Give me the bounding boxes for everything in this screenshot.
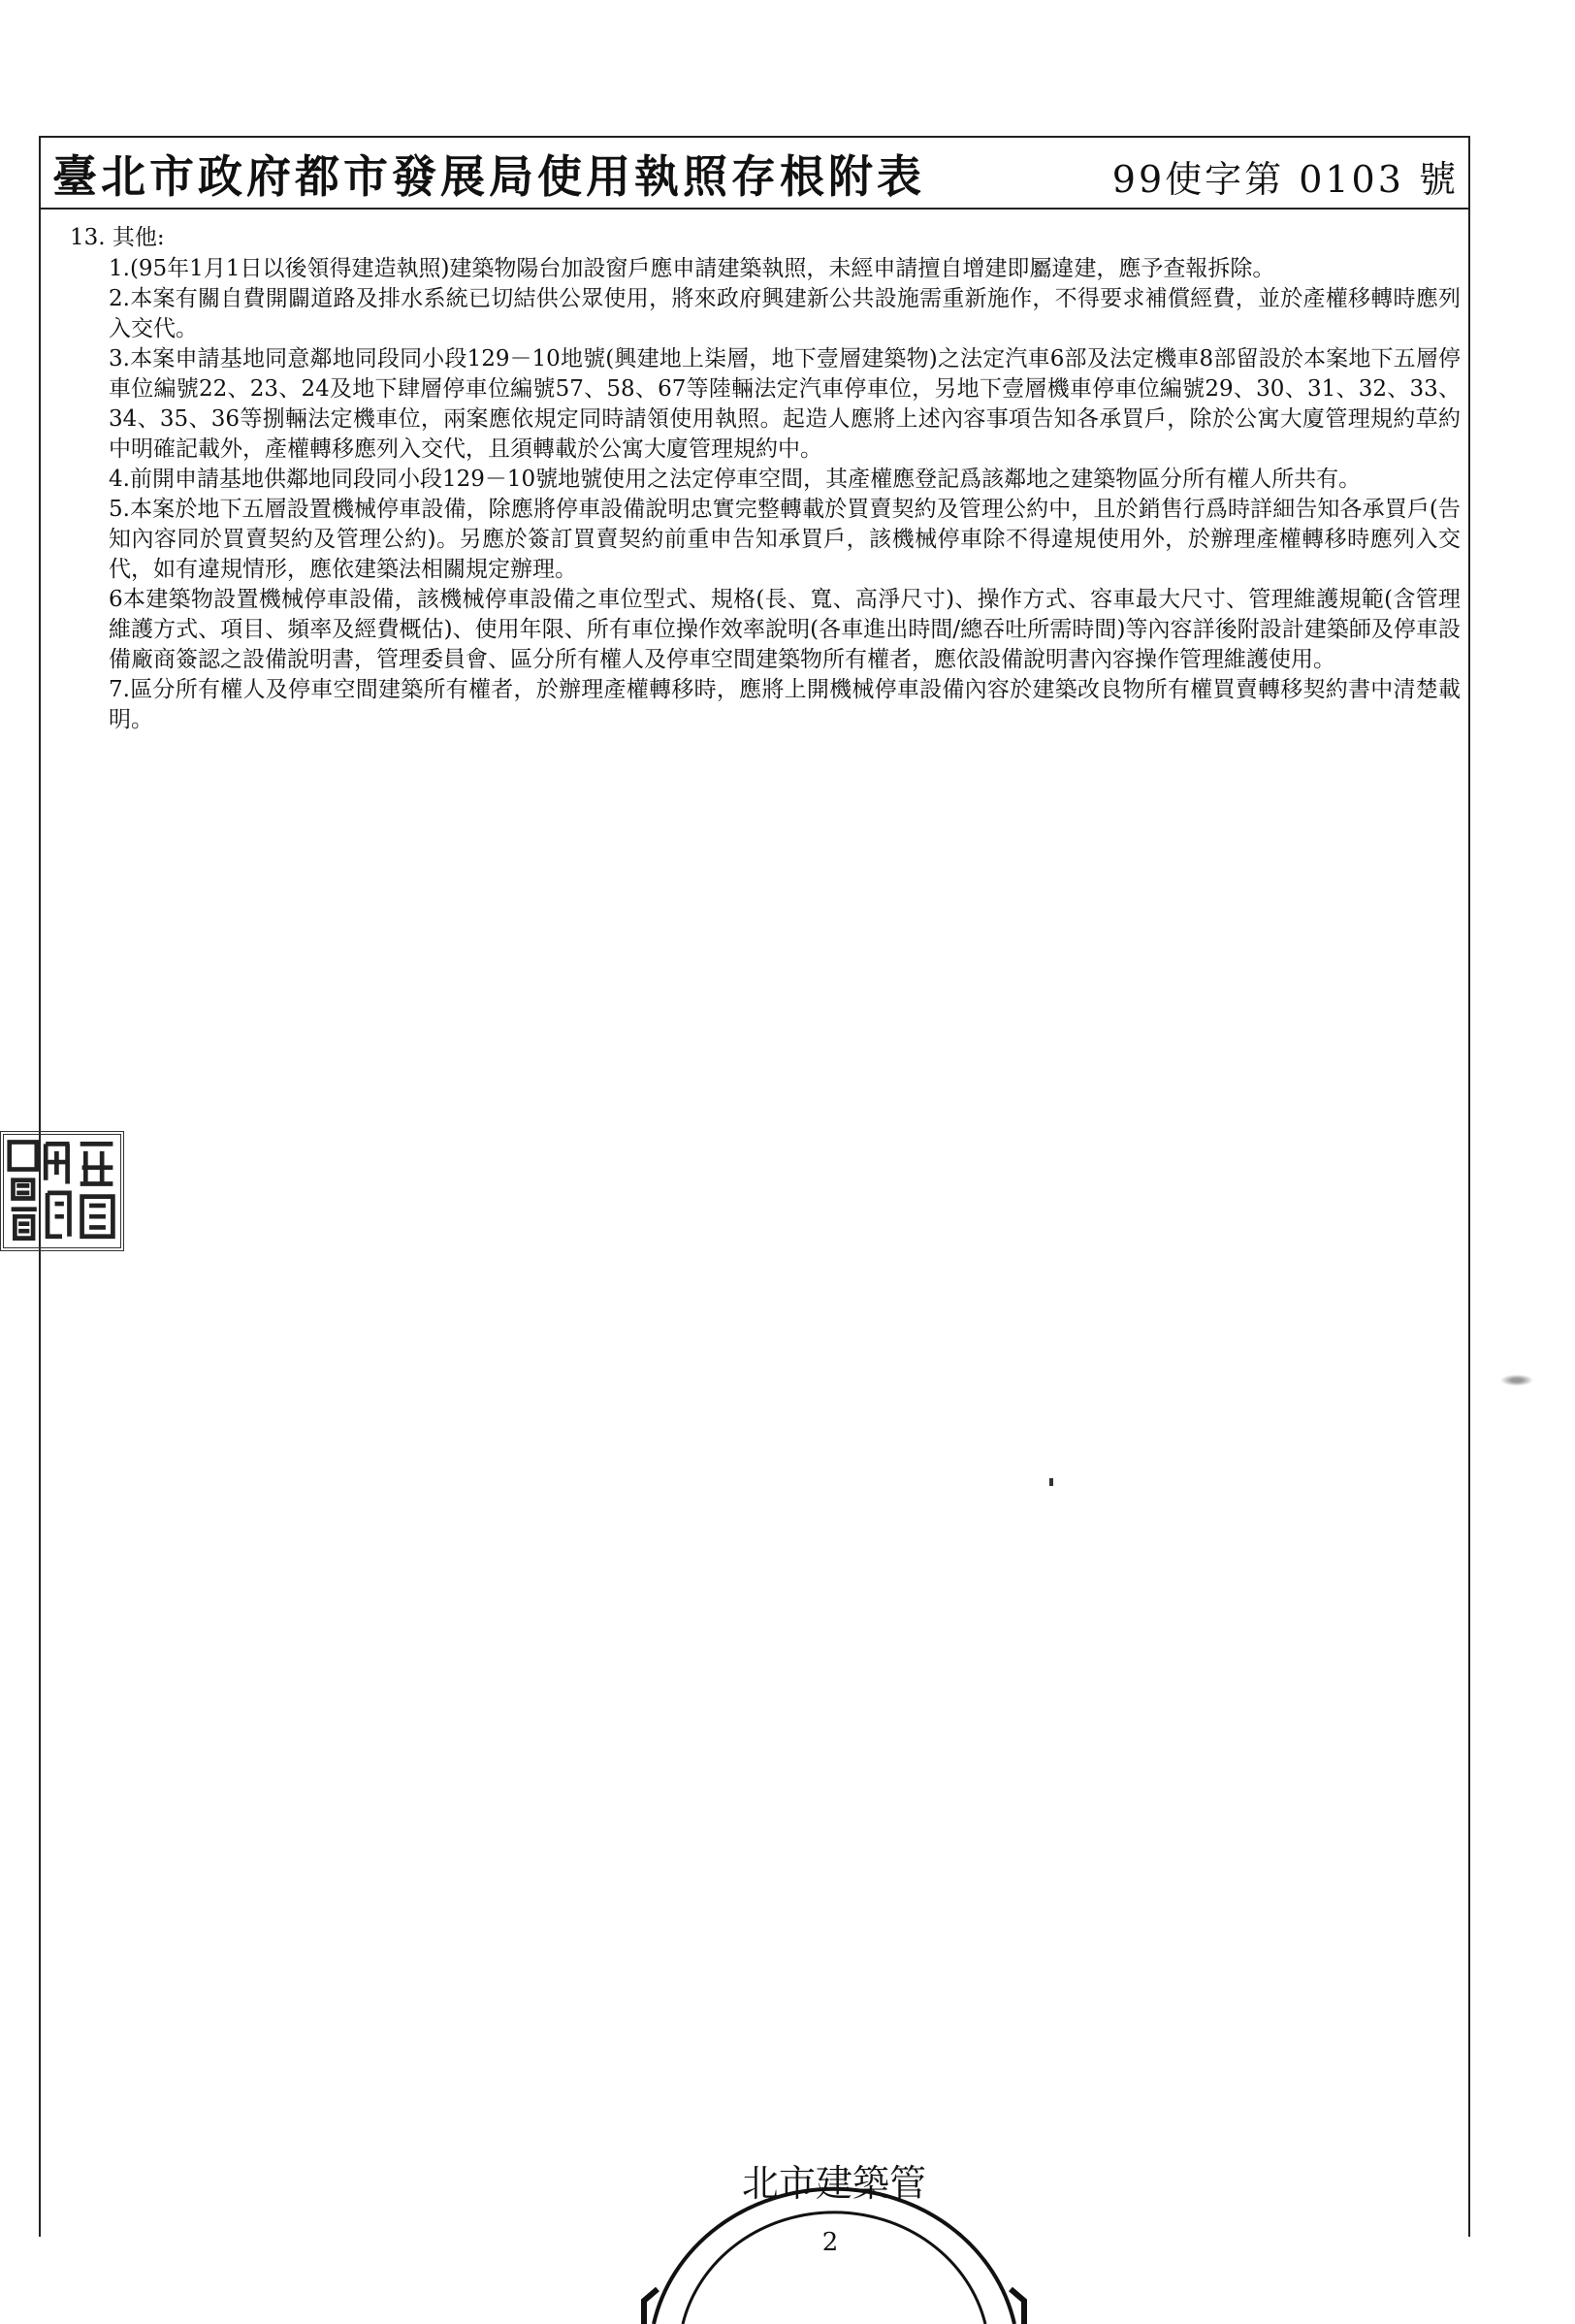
note-item: 1.(95年1月1日以後領得建造執照)建築物陽台加設窗戶應申請建築執照，未經申請擅自增建即屬違建，應予查報拆除。 xyxy=(109,256,1275,281)
note-item: 3.本案申請基地同意鄰地同段同小段129－10地號(興建地上柒層，地下壹層建築物)之法定汽車6部及法定機車8部留設於本案地下五層停車位編號22、23、24及地下肆層停車位編號57、58、67等陸輛法定汽車停車位，另地下壹層機車停車位編號29、30、31、32、33、34、35、36等捌輛法定機車位，兩案應依規定同時請領使用執照。起造人應將上述內容事項告知各承買戶，除於公寓大廈管理規約草約中明確記載外，產權轉移應列入交代，且須轉載於公寓大廈管理規約中。 xyxy=(109,346,1461,462)
note-item: 5.本案於地下五層設置機械停車設備，除應將停車設備說明忠實完整轉載於買賣契約及管理公約中，且於銷售行爲時詳細告知各承買戶(告知內容同於買賣契約及管理公約)。另應於簽訂買賣契約前重申告知承買戶，該機械停車除不得違規使用外，於辦理產權轉移時應列入交代，如有違規情形，應依建築法相關規定辦理。 xyxy=(109,497,1461,582)
scan-speck xyxy=(1497,1373,1536,1387)
note-item: 6本建築物設置機械停車設備，該機械停車設備之車位型式、規格(長、寬、高淨尺寸)、操作方式、容車最大尺寸、管理維護規範(含管理維護方式、項目、頻率及經費概估)、使用年限、所有車位操作效率說明(各車進出時間/總吞吐所需時間)等內容詳後附設計建築師及停車設備廠商簽認之設備說明書，管理委員會、區分所有權人及停車空間建築物所有權者，應依設備說明書內容操作管理維護使用。 xyxy=(109,587,1461,672)
note-item: 4.前開申請基地供鄰地同段同小段129－10號地號使用之法定停車空間，其產權應登記爲該鄰地之建築物區分所有權人所共有。 xyxy=(109,467,1362,492)
section-heading: 13. 其他: xyxy=(70,225,165,250)
note-item: 7.區分所有權人及停車空間建築所有權者，於辦理產權轉移時，應將上開機械停車設備內容於建築改良物所有權買賣轉移契約書中清楚載明。 xyxy=(109,677,1461,732)
permit-number: 99使字第 0103 號 xyxy=(1111,158,1459,201)
seal-text: 北市建築管 xyxy=(741,2162,927,2205)
bureau-seal xyxy=(640,2130,1028,2324)
notes-list xyxy=(109,254,1461,735)
document-header xyxy=(39,136,1470,210)
note-item: 2.本案有關自費開闢道路及排水系統已切結供公眾使用，將來政府興建新公共設施需重新施作，不得要求補償經費，並於產權移轉時應列入交代。 xyxy=(109,286,1461,341)
other-notes-section xyxy=(70,223,1466,735)
scan-speck xyxy=(1049,1478,1053,1486)
page-number: 2 xyxy=(821,2228,839,2257)
document-title: 臺北市政府都市發展局使用執照存根附表 xyxy=(52,150,925,203)
side-seal-stamp xyxy=(0,1131,124,1251)
seal-script-icon xyxy=(4,1135,120,1247)
